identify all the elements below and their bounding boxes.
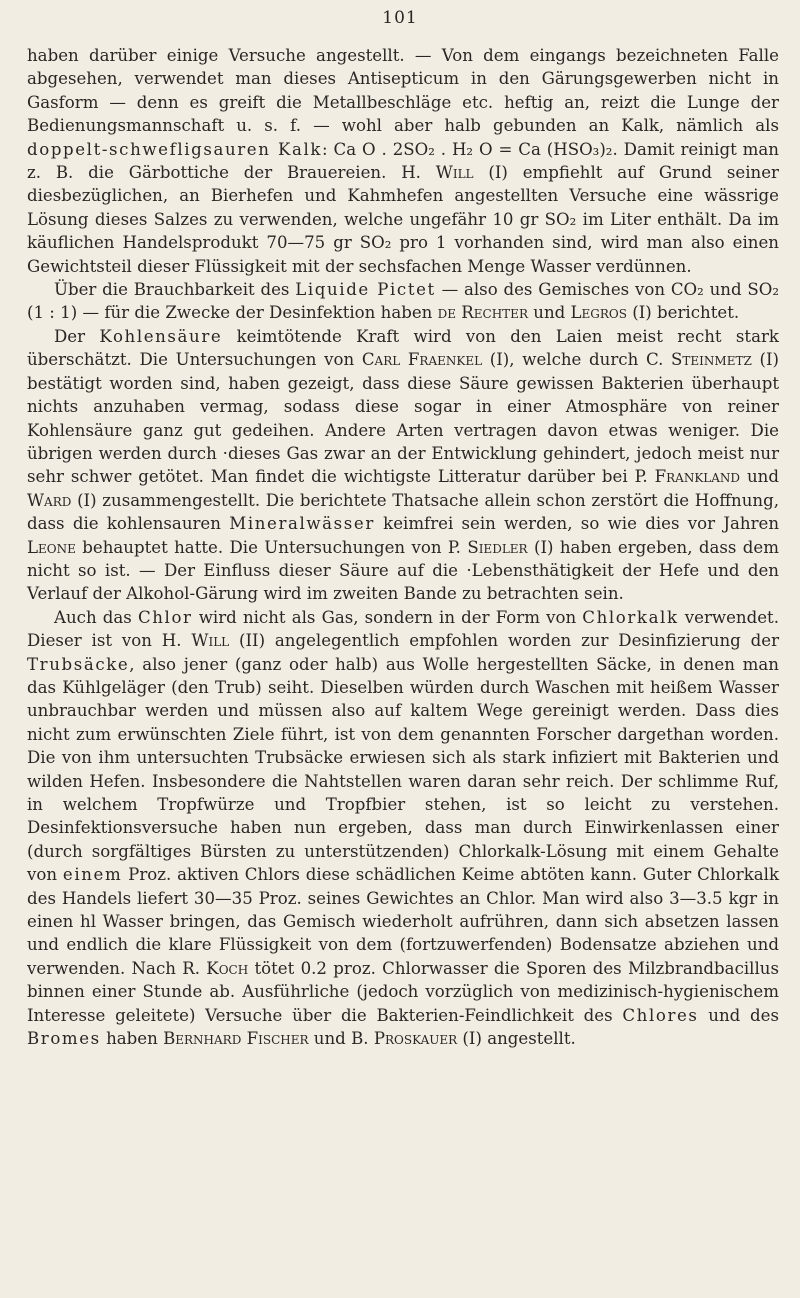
paragraph [27, 325, 779, 606]
text-run: — also des Gemisches von CO₂ und SO₂ (1 : 1) — für die Zwecke der Desinfektion haben [27, 280, 780, 323]
text-run: (I) berichtet. [627, 303, 740, 323]
author-name: Koch [206, 958, 249, 978]
author-name: Ward [27, 490, 72, 510]
emphasized-term: Mineralwässer [229, 514, 375, 534]
author-name: Will [435, 163, 474, 183]
emphasized-term: Liquide Pictet [295, 280, 436, 300]
text-run: keimtötende Kraft wird von den Laien meist recht stark überschätzt. Die Untersuchungen von [27, 326, 779, 370]
emphasized-term: Chlorkalk [582, 607, 679, 627]
author-name: Legros [570, 303, 627, 323]
author-name: Will [191, 631, 230, 651]
emphasized-term: Bromes [27, 1029, 101, 1049]
emphasized-term: einem [62, 865, 123, 885]
author-name: Leone [27, 537, 76, 557]
text-run: tötet 0.2 proz. Chlorwasser die Sporen des Milzbrandbacillus binnen einer Stunde ab. Ausführliche (jedoch vorzüglich von medizinisch-hygienischem Interesse geleitete) Versuche über die Bakterien-Feindlichkeit des [27, 958, 779, 1025]
emphasized-term: Chlor [137, 607, 193, 627]
author-name: Siedler [467, 537, 528, 557]
paragraph [27, 606, 779, 1051]
text-run: (I) empfiehlt auf Grund seiner diesbezüglichen, an Bierhefen und Kahmhefen angestellten Versuche eine wässrige Lösung dieses Salzes zu verwenden, welche ungefähr 10 gr SO₂ im Liter enthält. Da im käuflichen Handelsprodukt 70—75 gr SO₂ pro 1 vorhanden sind, wird man also einen Gewichtsteil dieser Flüssigkeit mit der sechsfachen Menge Wasser verdünnen. [27, 163, 779, 276]
emphasized-term: Kohlensäure [99, 326, 223, 346]
text-run: , also jener (ganz oder halb) aus Wolle hergestellten Säcke, in denen man das Kühlgeläger (den Trub) seiht. Dieselben würden durch Waschen mit heißem Wasser unbrauchbar werden und müssen also auf kaltem Wege gereinigt werden. Dass dies nicht zum erwünschten Ziele führt, ist von dem genannten Forscher dargethan worden. Die von ihm untersuchten Trubsäcke erwiesen sich als stark infiziert mit Bakterien und wilden Hefen. Insbesondere die Nahtstellen waren daran sehr reich. Der schlimme Ruf, in welchem Tropfwürze und Tropfbier stehen, ist so leicht zu verstehen. Desinfektionsversuche haben nun ergeben, dass man durch Einwirkenlassen einer (durch sorgfältiges Bürsten zu unterstützenden) Chlorkalk-Lösung mit einem Gehalte von [27, 654, 779, 885]
page-number: 101 [382, 8, 418, 28]
text-body [27, 44, 779, 1050]
text-run: und B. [308, 1029, 374, 1049]
text-run: keimfrei sein werden, so wie dies vor Jahren [374, 514, 780, 534]
text-run: und [740, 467, 779, 487]
text-run: wird nicht als Gas, sondern in der Form von [192, 607, 583, 627]
author-name: Bernhard Fischer [163, 1029, 309, 1049]
text-run: (I) angestellt. [457, 1029, 576, 1049]
text-run: (II) angelegentlich empfohlen worden zur Desinfizierung der [229, 631, 780, 651]
text-run: Auch das [54, 607, 138, 627]
emphasized-term: Trubsäcke [27, 654, 130, 674]
text-run: Proz. aktiven Chlors diese schädlichen Keime abtöten kann. Guter Chlorkalk des Handels liefert 30—35 Proz. seines Gewichtes an Chlor. Man wird also 3—3.5 kgr in einen hl Wasser bringen, das Gemisch wiederholt aufrühren, dann sich absetzen lassen und endlich die klare Flüssigkeit von dem (fortzuwerfenden) Bodensatze abziehen und verwenden. Nach R. [27, 865, 779, 978]
text-run: haben [100, 1029, 164, 1049]
text-run: : Ca O . 2SO₂ . H₂ O = Ca (HSO₃)₂. Damit reinigt man z. B. die Gärbottiche der Brauereien. H. [27, 139, 779, 183]
text-run: (I) haben ergeben, dass dem nicht so ist. — Der Einfluss dieser Säure auf die ·Lebensthätigkeit der Hefe und den Verlauf der Alkohol-Gärung wird im zweiten Bande zu betrachten sein. [27, 537, 779, 604]
paragraph [27, 278, 779, 325]
text-run: verwendet. Dieser ist von H. [27, 607, 779, 651]
emphasized-term: Chlores [622, 1005, 699, 1025]
text-run: (I), welche durch C. [482, 350, 672, 370]
author-name: Proskauer [373, 1029, 458, 1049]
author-name: Steinmetz [671, 350, 752, 370]
text-run: und [527, 303, 571, 323]
paragraph [27, 44, 779, 278]
emphasized-term: doppelt-schwefligsauren Kalk [27, 139, 323, 159]
author-name: Frankland [654, 467, 741, 487]
text-run: Der [54, 326, 100, 346]
text-run: (I) bestätigt worden sind, haben gezeigt, dass diese Säure gewissen Bakterien überhaupt nichts anzuhaben vermag, sodass diese sogar in einer Atmosphäre von reiner Kohlensäure ganz gut gedeihen. Andere Arten vertragen davon etwas weniger. Die übrigen werden durch ·dieses Gas zwar an der Entwicklung gehindert, jedoch meist nur sehr schwer getötet. Man findet die wichtigste Litteratur darüber bei P. [27, 350, 780, 487]
text-run: haben darüber einige Versuche angestellt. — Von dem eingangs bezeichneten Falle abgesehen, verwendet man dieses Antisepticum in den Gärungsgewerben nicht in Gasform — denn es greift die Metallbeschläge etc. heftig an, reizt die Lunge der Bedienungsmannschaft u. s. f. — wohl aber halb gebunden an Kalk, nämlich als [27, 46, 779, 136]
author-name: de Rechter [437, 303, 528, 323]
text-run: und des [698, 1005, 779, 1025]
text-run: behauptet hatte. Die Untersuchungen von P. [75, 537, 468, 557]
text-run: Über die Brauchbarkeit des [54, 280, 296, 300]
text-run: (I) zusammengestellt. Die berichtete Thatsache allein schon zerstört die Hoffnung, dass die kohlensauren [27, 490, 779, 534]
author-name: Carl Fraenkel [361, 350, 483, 370]
